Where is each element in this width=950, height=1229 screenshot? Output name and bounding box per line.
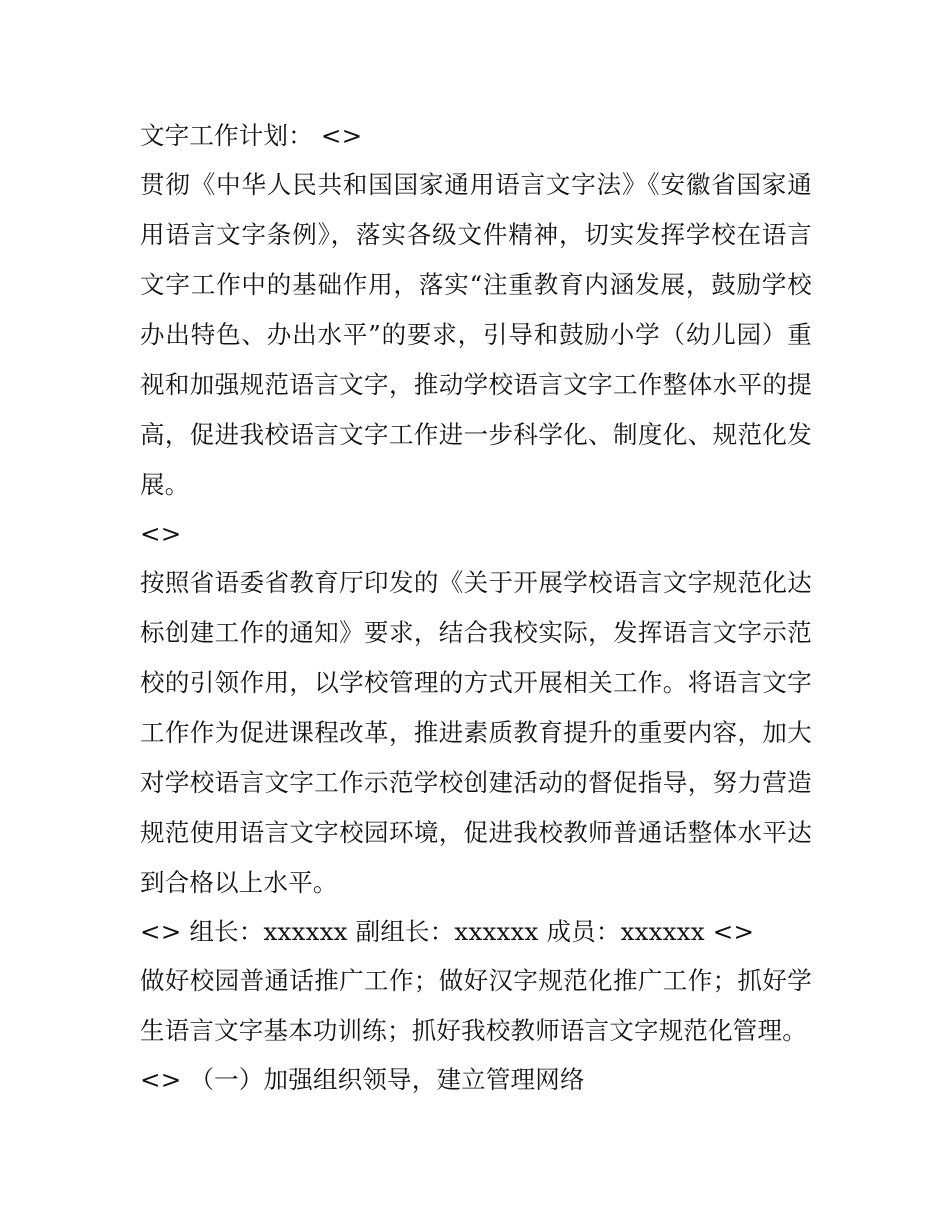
paragraph-work-tasks: 做好校园普通话推广工作；做好汉字规范化推广工作；抓好学生语言文字基本功训练；抓好我校教师语言文字规范化管理。: [140, 966, 812, 1045]
placeholder-line: <>: [140, 519, 182, 548]
plan-heading: 文字工作计划： <>: [140, 121, 363, 150]
leadership-group-line: <> 组长：xxxxxx 副组长：xxxxxx 成员：xxxxxx <>: [140, 917, 755, 946]
paragraph-guiding-principles: 贯彻《中华人民共和国国家通用语言文字法》《安徽省国家通用语言文字条例》，落实各级文件精神，切实发挥学校在语言文字工作中的基础作用，落实“注重教育内涵发展，鼓励学校办出特色、办出水平”的要求，引导和鼓励小学（幼儿园）重视和加强规范语言文字，推动学校语言文字工作整体水平的提高，促进我校语言文字工作进一步科学化、制度化、规范化发展。: [140, 170, 812, 499]
document-body: [140, 112, 812, 1104]
section-heading-organization: <> （一）加强组织领导，建立管理网络: [140, 1065, 585, 1094]
paragraph-work-approach: 按照省语委省教育厅印发的《关于开展学校语言文字规范化达标创建工作的通知》要求，结合我校实际，发挥语言文字示范校的引领作用，以学校管理的方式开展相关工作。将语言文字工作作为促进课程改革，推进素质教育提升的重要内容，加大对学校语言文字工作示范学校创建活动的督促指导，努力营造规范使用语言文字校园环境，促进我校教师普通话整体水平达到合格以上水平。: [140, 568, 812, 897]
